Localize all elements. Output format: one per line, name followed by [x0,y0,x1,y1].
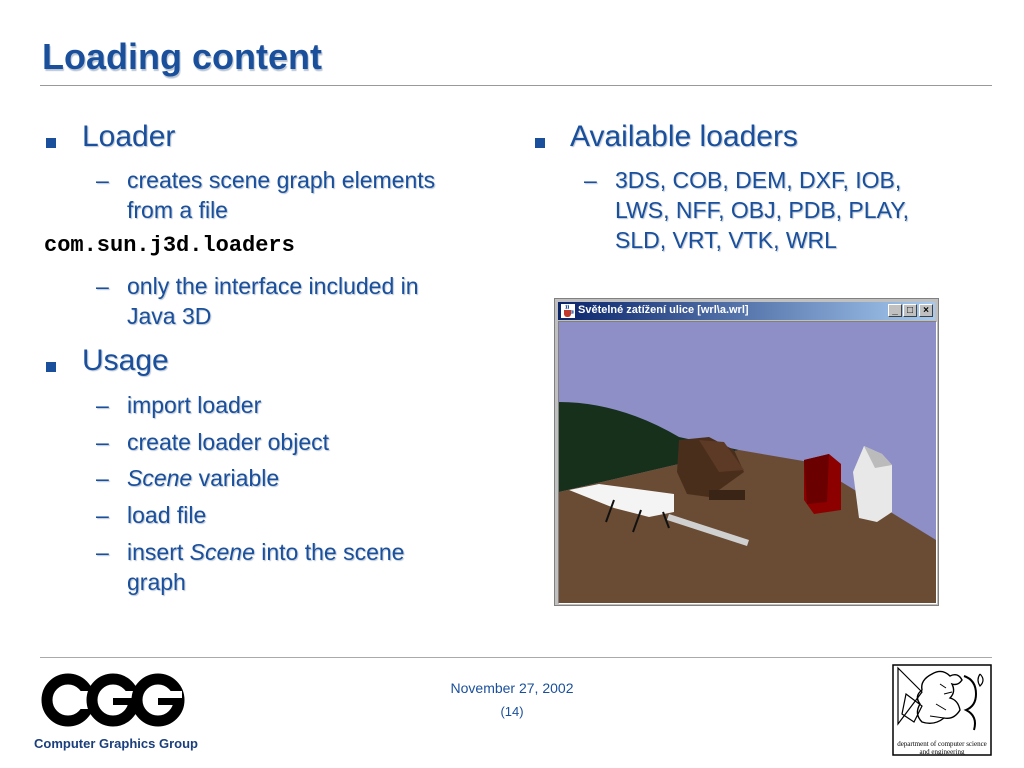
usage-heading: Usage [82,344,169,377]
loader-formats-line2: LWS, NFF, OBJ, PDB, PLAY, [615,197,909,223]
loader-formats-line1: 3DS, COB, DEM, DXF, IOB, [615,167,902,193]
usage-item [127,463,279,493]
window-titlebar[interactable] [558,302,935,320]
window-title: Světelné zatížení ulice [wrl\a.wrl] [578,304,749,316]
app-window-screenshot [554,298,939,606]
page-number: (14) [500,704,524,719]
java-cup-icon [561,304,575,318]
loader-formats-line3: SLD, VRT, VTK, WRL [615,227,837,253]
usage-item: load file [127,502,207,528]
scene-keyword: Scene [127,465,193,491]
scene-keyword: Scene [189,539,255,565]
dash-marker: – [96,392,109,418]
dash-marker: – [96,167,109,193]
scene-canvas[interactable] [558,321,937,604]
slide-title: Loading content [42,36,322,77]
dash-marker: – [584,167,597,193]
loader-formats-list [615,165,909,255]
usage-item-prefix: insert [127,539,190,565]
maximize-button[interactable]: □ [903,304,917,317]
department-name-line1: department of computer science [897,740,987,748]
loader-description-line1: creates scene graph elements [127,167,436,193]
department-name-line2: and engineering [919,748,965,756]
department-name [895,740,989,756]
footer-divider [40,657,992,658]
interface-note-line2: Java 3D [127,303,212,329]
dash-marker: – [96,429,109,455]
group-name: Computer Graphics Group [34,736,198,751]
usage-item-line2: graph [127,569,186,595]
bullet-square-icon [535,138,545,148]
minimize-button[interactable]: _ [888,304,902,317]
usage-item-text: into the scene [254,539,405,565]
footer-date: November 27, 2002 [450,680,574,696]
dash-marker: – [96,273,109,299]
usage-item: create loader object [127,429,330,455]
dash-marker: – [96,465,109,491]
dash-marker: – [96,502,109,528]
close-button[interactable]: × [919,304,933,317]
title-divider [40,85,992,86]
available-loaders-heading: Available loaders [570,120,798,153]
package-name: com.sun.j3d.loaders [44,233,295,258]
usage-item-text: variable [192,465,280,491]
loader-heading: Loader [82,120,176,153]
dash-marker: – [96,539,109,565]
bullet-square-icon [46,362,56,372]
bullet-square-icon [46,138,56,148]
barn-shadow [804,454,829,504]
interface-note [127,271,419,331]
loader-description [127,165,435,225]
house-base [709,490,745,500]
interface-note-line1: only the interface included in [127,273,419,299]
usage-item [127,537,404,597]
usage-item: import loader [127,392,262,418]
usage-item-line1 [127,537,404,567]
loader-description-line2: from a file [127,197,228,223]
